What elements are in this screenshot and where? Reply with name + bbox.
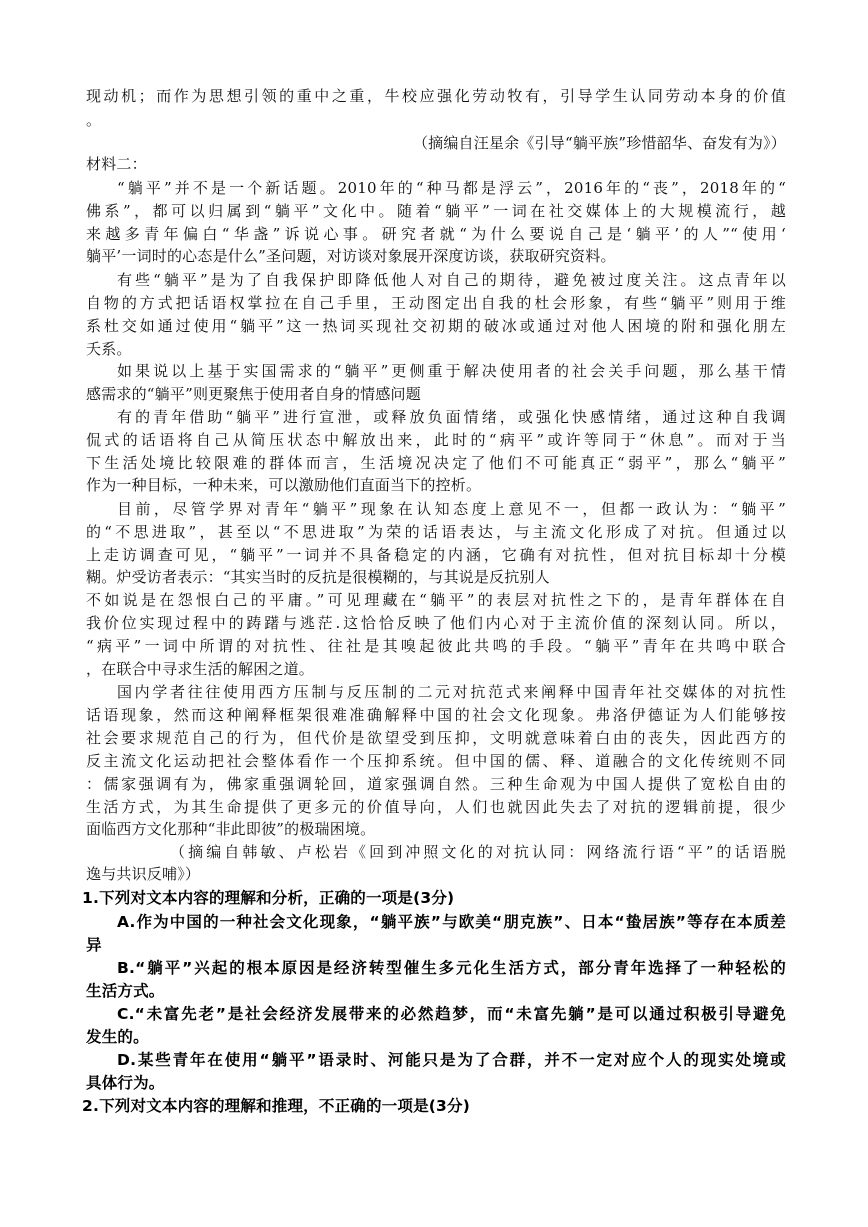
text-line: “躺平”并不是一个新话题。2010年的“种马都是浮云”，2016年的“丧”，2018年的“ xyxy=(117,179,786,197)
text-line: 不如说是在怨恨白己的平庸。”可见理藏在“躺平”的表层对抗性之下的，是青年群体在自 xyxy=(86,591,786,609)
text-line: 的“不思进取”，甚至以“不思进取”为荣的话语表达，与主流文化形成了对抗。但通过以 xyxy=(86,523,786,541)
text-line: 现动机；而作为思想引领的重中之重，牛校应强化劳动牧有，引导学生认同劳动本身的价值 xyxy=(86,87,786,105)
text-line: 上走访调查可见，“躺平”一词并不具备稳定的内涵，它确有对抗性，但对抗目标却十分模 xyxy=(86,546,786,564)
question-1-option-b: B.“躺平”兴起的根本原因是经济转型催生多元化生活方式，部分青年选择了一种轻松的 xyxy=(117,959,786,977)
text-line: 目前，尽管学界对青年“躺平”现象在认知态度上意见不一，但都一政认为：“躺平” xyxy=(117,500,786,518)
text-line: 生活方式，为其生命提供了更多元的价值导向，人们也就因此失去了对抗的逻辑前提，很少 xyxy=(86,798,786,816)
source-citation: （摘编自汪星余《引导“躺平族”珍惜韶华、奋发有为》） xyxy=(412,134,786,152)
text-line: 如果说以上基于实国需求的“躺平”更侧重于解决使用者的社会关手问题，那么基干情 xyxy=(117,362,786,380)
text-line: 侃式的话语将自己从简压状态中解放出来，此时的“病平”或许等同于“休息”。而对于当 xyxy=(86,431,786,449)
text-line: 我价位实现过程中的踌躇与逃茫.这恰恰反映了他们内心对于主流价值的深刻认同。所以， xyxy=(86,614,786,632)
text-line: 来越多青年偏白“华盏”诉说心事。研究者就“为什么要说自己是‘躺平’的人”“使用‘ xyxy=(86,225,786,243)
question-1-option-c: C.“未富先老”是社会经济发展带来的必然趋梦，而“未富先躺”是可以通过积极引导避免 xyxy=(117,1005,786,1023)
question-1-option-d: D.某些青年在使用“躺平”语录时、河能只是为了合群，并不一定对应个人的现实处境或 xyxy=(117,1051,786,1069)
question-1-option-c-cont: 发生的。 xyxy=(86,1028,149,1046)
source-citation: （摘编自韩敏、卢松岩《回到冲照文化的对抗认同：网络流行语“平”的话语脱 xyxy=(170,843,786,861)
text-line: 社会要求规范自己的行为，但代价是欲望受到压抑，文明就意味着白由的丧失，因此西方的 xyxy=(86,729,786,747)
text-line: 作为一种目标，一种未来，可以激励他们直面当下的控析。 xyxy=(86,476,482,494)
section-heading: 材料二： xyxy=(86,155,147,173)
text-line: 下生活处境比较限难的群体而言，生活境况决定了他们不可能真正“弱平”，那么“躺平” xyxy=(86,454,786,472)
text-line: 夭系。 xyxy=(86,340,132,358)
question-1-option-a-cont: 异 xyxy=(86,936,102,954)
question-1-option-d-cont: 具体行为。 xyxy=(86,1074,165,1092)
text-line: 糊。炉受访者表示：“其实当时的反抗是很模糊的，与其说是反抗别人 xyxy=(86,568,550,586)
text-line: “病平”一词中所谓的对抗性、往社是其嗅起彼此共鸣的手段。“躺平”青年在共鸣中联合 xyxy=(86,637,786,655)
text-line: 感需求的“躺平”则更聚焦于使用者自身的情感问题 xyxy=(86,385,421,403)
text-line: 话语现象，然而这种阐释框架很难准确解释中国的社会文化现象。弗洛伊德证为人们能够按 xyxy=(86,706,786,724)
text-line: 系杜交如通过使用“躺平”这一热词买现社交初期的破冰或通过对他人困境的附和强化朋左 xyxy=(86,317,786,335)
text-line: 反主流文化运动把社会整体看作一个压抑系统。但中国的儒、释、道融合的文化传统则不同 xyxy=(86,752,786,770)
text-line: 自物的方式把话语权掌拉在自己手里，王动图定出自我的杜会形象，有些“躺平”则用于维 xyxy=(86,294,786,312)
question-1-stem: 1.下列对文本内容的理解和分析，正确的一项是(3分) xyxy=(82,889,455,907)
text-line: 。 xyxy=(86,111,102,129)
question-2-stem: 2.下列对文本内容的理解和推理，不正确的一项是(3分) xyxy=(82,1097,471,1115)
text-line: 面临西方文化那种“非此即彼”的极瑞困境。 xyxy=(86,820,376,838)
text-line: 国内学者往往使用西方压制与反压制的二元对抗范式来阐释中国青年社交媒体的对抗性 xyxy=(117,683,786,701)
question-1-option-b-cont: 生活方式。 xyxy=(86,982,165,1000)
source-citation: 逸与共识反哺》） xyxy=(86,865,201,883)
question-1-option-a: A.作为中国的一种社会文化现象，“躺平族”与欧美“朋克族”、日本“蛰居族”等存在本质差 xyxy=(117,913,786,931)
text-line: 有些“躺平”是为了自我保护即降低他人对自己的期待，避免被过度关注。这点青年以 xyxy=(117,271,786,289)
text-line: 佛系”，都可以归属到“躺平”文化中。随着“躺平”一词在社交媒体上的大规模流行，越 xyxy=(86,202,786,220)
text-line: 有的青年借助“躺平”进行宣泄，或释放负面情绪，或强化快感情绪，通过这种自我调 xyxy=(117,408,786,426)
text-line: ：儒家强调有为，佛家重强调轮回，道家强调自然。三种生命观为中国人提供了宽松自由的 xyxy=(86,775,786,793)
text-line: ，在联合中寻求生活的解困之道。 xyxy=(86,660,315,678)
text-line: 躺平’一词时的心态是什么”圣问题，对访谈对象展开深度访谈，获取研究资料。 xyxy=(86,247,616,265)
